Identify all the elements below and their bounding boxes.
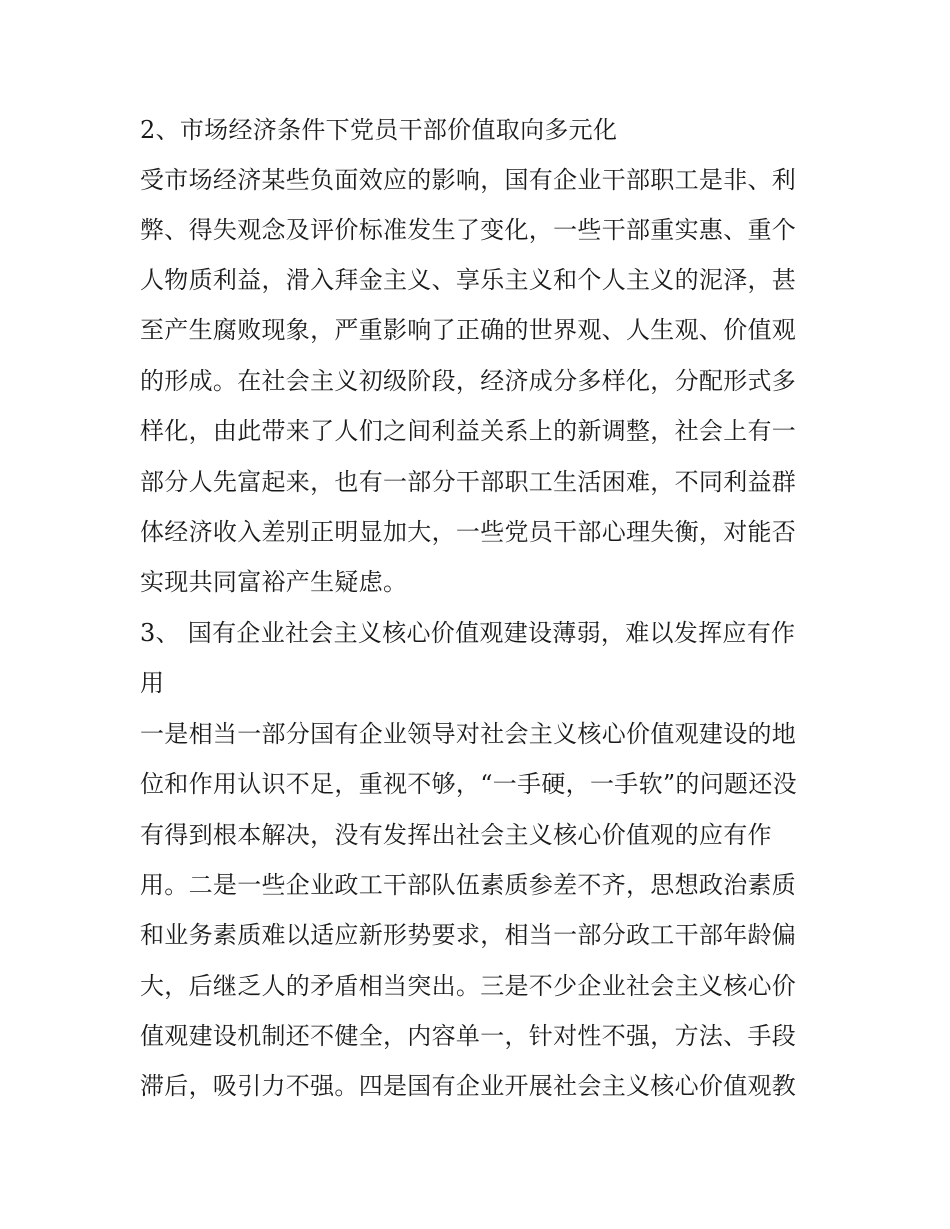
paragraph-line: 一是相当一部分国有企业领导对社会主义核心价值观建设的地 — [140, 720, 797, 748]
paragraph-line: 有得到根本解决，没有发挥出社会主义核心价值观的应有作 — [140, 821, 772, 849]
paragraph-line: 受市场经济某些负面效应的影响，国有企业干部职工是非、利 — [140, 166, 797, 194]
paragraph-line: 滞后，吸引力不强。四是国有企业开展社会主义核心价值观教 — [140, 1072, 797, 1100]
section-heading-3: 3、 国有企业社会主义核心价值观建设薄弱，难以发挥应有作 — [140, 619, 796, 647]
paragraph-line: 人物质利益，滑入拜金主义、享乐主义和个人主义的泥泽，甚 — [140, 266, 797, 294]
section-heading-3-continued: 用 — [140, 669, 165, 697]
paragraph-line: 弊、得失观念及评价标准发生了变化，一些干部重实惠、重个 — [140, 216, 797, 244]
paragraph-line: 值观建设机制还不健全，内容单一，针对性不强，方法、手段 — [140, 1022, 797, 1050]
paragraph-line: 大，后继乏人的矛盾相当突出。三是不少企业社会主义核心价 — [140, 972, 797, 1000]
paragraph-line: 的形成。在社会主义初级阶段，经济成分多样化，分配形式多 — [140, 367, 797, 395]
paragraph-line: 和业务素质难以适应新形势要求，相当一部分政工干部年龄偏 — [140, 921, 797, 949]
paragraph-line: 体经济收入差别正明显加大，一些党员干部心理失衡，对能否 — [140, 518, 797, 546]
paragraph-line: 部分人先富起来，也有一部分干部职工生活困难，不同利益群 — [140, 468, 797, 496]
paragraph-line: 用。二是一些企业政工干部队伍素质参差不齐，思想政治素质 — [140, 871, 797, 899]
paragraph-line: 样化，由此带来了人们之间利益关系上的新调整，社会上有一 — [140, 417, 797, 445]
section-heading-2: 2、市场经济条件下党员干部价值取向多元化 — [140, 116, 618, 144]
paragraph-line: 实现共同富裕产生疑虑。 — [140, 568, 408, 596]
paragraph-line: 至产生腐败现象，严重影响了正确的世界观、人生观、价值观 — [140, 316, 797, 344]
paragraph-line: 位和作用认识不足，重视不够，“一手硬，一手软”的问题还没 — [140, 770, 797, 798]
